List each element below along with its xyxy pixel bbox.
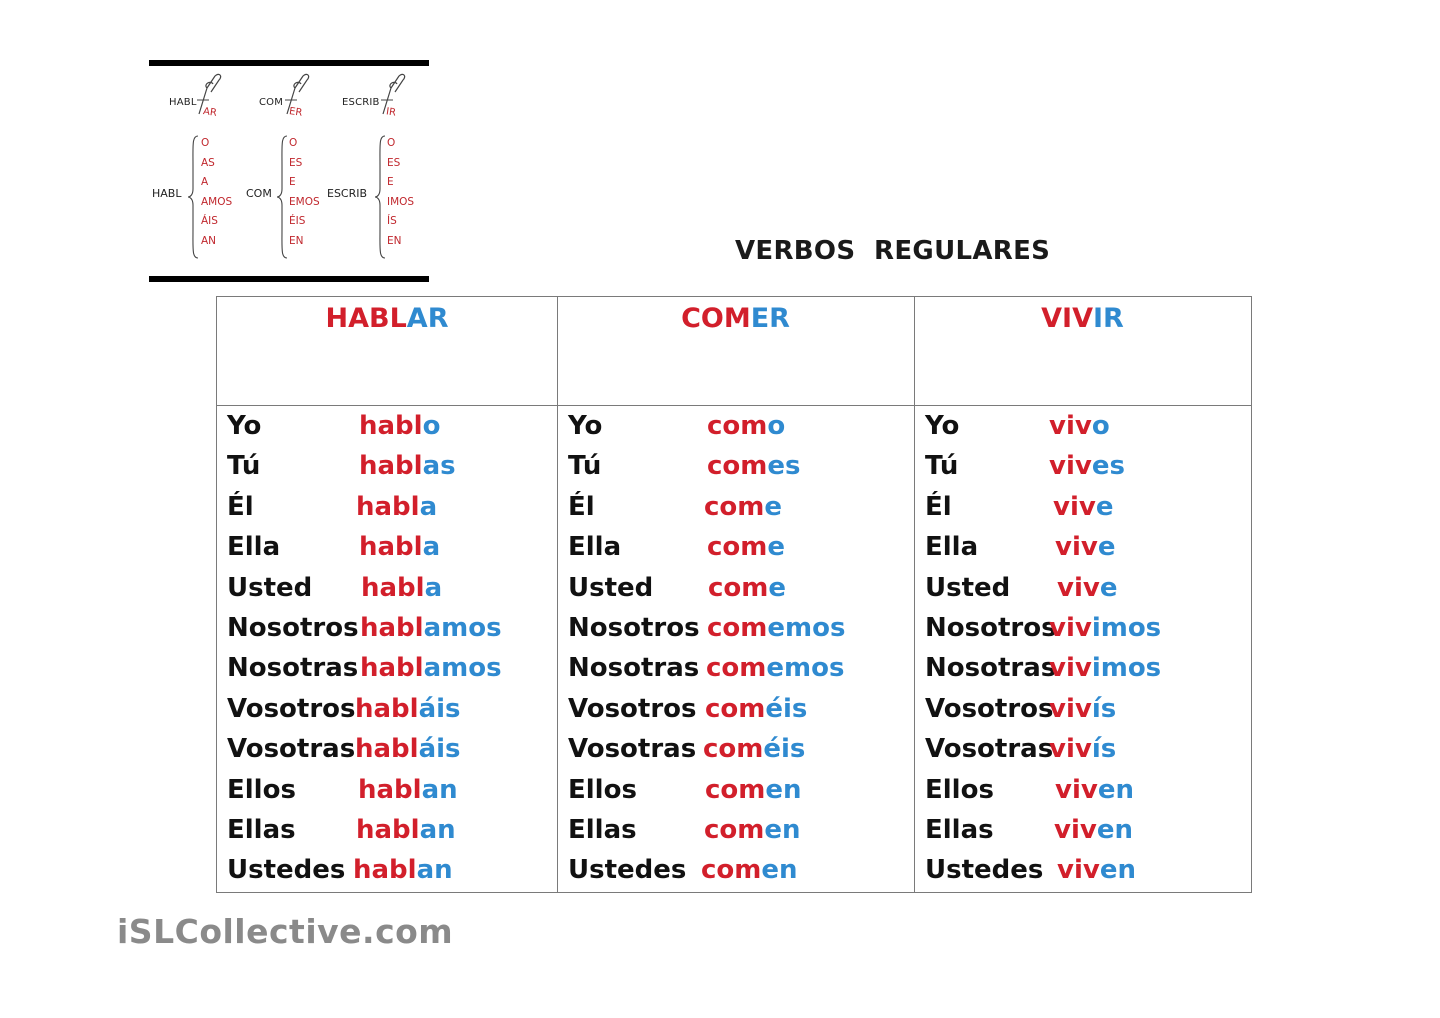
table-row: [227, 411, 547, 451]
pronoun: Nosotras: [925, 653, 1057, 684]
brace-icon: [276, 135, 288, 259]
header-stem: HABL: [325, 303, 407, 334]
table-row: [925, 492, 1245, 532]
pronoun: Vosotros: [227, 693, 356, 724]
pronoun: Ella: [568, 532, 622, 563]
verb-stem: habl: [355, 693, 419, 724]
diagram-group-stem: HABL: [152, 187, 182, 200]
pronoun: Nosotras: [227, 653, 359, 684]
diagram-bottom-rule: [149, 276, 429, 282]
table-row: [227, 492, 547, 532]
conjugated-verb: [358, 775, 458, 805]
verb-ending: e: [767, 532, 786, 563]
pronoun: Ellas: [227, 815, 296, 845]
diagram-ending: E: [289, 176, 296, 188]
verb-stem: viv: [1049, 653, 1092, 684]
conjugated-verb: [707, 411, 785, 441]
conjugated-verb: [361, 573, 442, 603]
verb-stem: com: [707, 613, 768, 643]
table-row: [568, 613, 888, 653]
table-row: [568, 492, 888, 532]
table-row: [925, 694, 1245, 734]
brace-icon: [374, 135, 386, 259]
verb-ending: e: [1099, 572, 1118, 603]
diagram-top-ending: ER: [288, 106, 303, 119]
verb-stem: com: [707, 532, 768, 563]
verb-stem: viv: [1049, 734, 1092, 765]
conjugated-verb: [1053, 492, 1113, 522]
header-stem: COM: [681, 303, 751, 334]
diagram-ending: O: [289, 137, 298, 149]
diagram-ending: IMOS: [387, 195, 415, 208]
pronoun: Vosotras: [925, 734, 1054, 765]
verb-stem: com: [704, 815, 765, 845]
diagram-ending: EMOS: [289, 195, 320, 208]
verb-stem: viv: [1057, 855, 1100, 886]
diagram-endings-list: [387, 134, 414, 251]
conjugated-verb: [360, 613, 502, 643]
table-row: [227, 573, 547, 613]
verb-stem: habl: [359, 451, 423, 482]
verb-ending: as: [422, 451, 456, 482]
conjugated-verb: [1049, 411, 1110, 441]
diagram-ending: ÁIS: [201, 215, 218, 227]
verb-ending: áis: [418, 693, 461, 724]
pronoun: Él: [227, 491, 254, 522]
conjugated-verb: [1049, 653, 1161, 683]
diagram-group-stem: ESCRIB: [327, 187, 368, 200]
column-header-vivir: [914, 303, 1251, 334]
conjugated-verb: [1054, 815, 1133, 845]
pronoun: Vosotras: [568, 734, 697, 765]
conjugated-verb: [355, 694, 461, 724]
diagram-endings-list: [289, 134, 320, 251]
pronoun: Tú: [227, 451, 261, 482]
table-row: [568, 451, 888, 491]
conjugated-verb: [704, 492, 782, 522]
pronoun: Ellos: [227, 774, 296, 805]
diagram-top-ending: AR: [202, 106, 218, 119]
verb-stem: viv: [1049, 411, 1092, 441]
verb-ending: imos: [1091, 613, 1162, 643]
verb-ending: o: [1091, 411, 1110, 441]
verb-stem: habl: [359, 411, 423, 441]
verb-ending: en: [761, 855, 798, 886]
pronoun: Él: [568, 491, 595, 522]
verb-stem: viv: [1057, 572, 1100, 603]
pronoun: Vosotras: [227, 734, 356, 765]
verb-stem: viv: [1054, 815, 1097, 845]
diagram-ending: O: [387, 137, 396, 149]
pronoun: Vosotros: [925, 693, 1054, 724]
verb-stem: viv: [1053, 491, 1096, 522]
verb-ending: emos: [767, 613, 846, 643]
conjugated-verb: [701, 855, 798, 885]
verb-ending: a: [419, 491, 438, 522]
verb-ending: an: [419, 815, 456, 845]
table-row: [925, 411, 1245, 451]
conjugated-verb: [707, 613, 845, 643]
verb-stem: com: [706, 653, 767, 684]
verb-ending: e: [768, 572, 787, 603]
table-row: [925, 815, 1245, 855]
table-row: [227, 775, 547, 815]
conjugated-verb: [356, 815, 456, 845]
conjugated-verb: [1049, 694, 1116, 724]
header-stem: VIV: [1041, 303, 1093, 334]
verb-ending: e: [1095, 491, 1114, 522]
conjugated-verb: [704, 815, 801, 845]
verb-stem: habl: [356, 491, 420, 522]
conjugated-verb: [1057, 573, 1117, 603]
diagram-ending: E: [387, 176, 394, 188]
verb-stem: habl: [356, 815, 420, 845]
diagram-ending: EN: [387, 234, 402, 247]
column-divider: [557, 297, 558, 892]
conjugated-verb: [359, 532, 440, 562]
header-ending: AR: [406, 303, 449, 334]
verb-ending: en: [1097, 774, 1134, 805]
table-row: [227, 613, 547, 653]
conjugated-verb: [1057, 855, 1136, 885]
diagram-ending: ÉIS: [289, 215, 306, 227]
pronoun: Usted: [227, 572, 313, 603]
conjugation-table: [216, 296, 1252, 893]
conjugated-verb: [360, 653, 502, 683]
conjugated-verb: [708, 573, 786, 603]
column-divider: [914, 297, 915, 892]
table-row: [227, 451, 547, 491]
verb-ending: ís: [1091, 693, 1117, 724]
verb-ending: en: [764, 815, 801, 845]
column-header-hablar: [217, 303, 557, 334]
table-row: [568, 775, 888, 815]
diagram-ending: ES: [289, 156, 303, 169]
conjugated-verb: [706, 653, 844, 683]
verb-stem: com: [701, 855, 762, 886]
verb-ending: ís: [1091, 734, 1117, 765]
conjugated-verb: [703, 734, 805, 764]
pronoun: Ellos: [568, 774, 637, 805]
table-row: [227, 815, 547, 855]
conjugated-verb: [1049, 613, 1161, 643]
pronoun: Vosotros: [568, 693, 697, 724]
pronoun: Ella: [227, 532, 281, 563]
diagram-top-stem: HABL: [169, 97, 197, 108]
verb-ending: o: [422, 411, 441, 441]
diagram-ending: AS: [201, 156, 215, 169]
conjugated-verb: [707, 532, 785, 562]
diagram-ending: ÍS: [387, 215, 397, 227]
diagram-top-stem: COM: [259, 97, 284, 108]
diagram-top-rule: [149, 60, 429, 66]
conjugated-verb: [705, 694, 807, 724]
pronoun: Ustedes: [925, 855, 1044, 886]
verb-stem: viv: [1049, 613, 1092, 643]
pronoun: Yo: [925, 411, 960, 441]
verb-ending: en: [765, 774, 802, 805]
verb-stem: com: [707, 411, 768, 441]
verb-ending: emos: [766, 653, 845, 684]
verb-ending: en: [1099, 855, 1136, 886]
table-row: [568, 653, 888, 693]
verb-stem: com: [703, 734, 764, 765]
table-row: [925, 855, 1245, 895]
pronoun: Ella: [925, 532, 979, 563]
watermark: iSLCollective.com: [117, 912, 454, 951]
diagram-endings-list: [201, 134, 232, 251]
verb-ending: an: [421, 774, 458, 805]
conjugated-verb: [707, 451, 800, 481]
conjugated-verb: [1049, 451, 1125, 481]
table-row: [925, 532, 1245, 572]
header-ending: ER: [750, 303, 790, 334]
conjugated-verb: [356, 492, 437, 522]
table-row: [925, 734, 1245, 774]
verb-ending: es: [1091, 451, 1125, 482]
table-row: [227, 653, 547, 693]
verb-ending: amos: [423, 613, 502, 643]
pronoun: Yo: [227, 411, 262, 441]
verb-stem: habl: [359, 532, 423, 563]
diagram-ending: ES: [387, 156, 401, 169]
verb-ending: éis: [763, 734, 806, 765]
table-row: [227, 694, 547, 734]
pronoun: Usted: [568, 572, 654, 603]
table-row: [568, 815, 888, 855]
verb-stem: viv: [1055, 774, 1098, 805]
conjugated-verb: [355, 734, 461, 764]
diagram-group-stem: COM: [246, 187, 272, 200]
conjugated-verb: [353, 855, 453, 885]
table-row: [227, 532, 547, 572]
header-divider: [217, 405, 1251, 406]
diagram-ending: A: [201, 176, 209, 188]
verb-ending: éis: [765, 693, 808, 724]
conjugated-verb: [705, 775, 802, 805]
pronoun: Yo: [568, 411, 603, 441]
verb-ending: en: [1096, 815, 1133, 845]
verb-stem: viv: [1055, 532, 1098, 563]
conjugated-verb: [359, 451, 456, 481]
column-header-comer: [557, 303, 914, 334]
verb-ending: e: [764, 491, 783, 522]
conjugated-verb: [359, 411, 440, 441]
pronoun: Usted: [925, 572, 1011, 603]
pronoun: Ustedes: [227, 855, 346, 886]
verb-stem: habl: [353, 855, 417, 886]
pronoun: Nosotros: [925, 613, 1057, 643]
verb-ending: an: [416, 855, 453, 886]
conjugated-verb: [1055, 775, 1134, 805]
verb-ending: es: [767, 451, 801, 482]
table-row: [227, 734, 547, 774]
table-row: [925, 573, 1245, 613]
brace-icon: [187, 135, 199, 259]
pronoun: Tú: [925, 451, 959, 482]
verb-stem: habl: [355, 734, 419, 765]
verb-stem: com: [705, 774, 766, 805]
diagram-ending: AMOS: [201, 195, 233, 208]
table-row: [925, 613, 1245, 653]
table-row: [568, 734, 888, 774]
pronoun: Ellas: [568, 815, 637, 845]
verb-ending: a: [422, 532, 441, 563]
pronoun: Él: [925, 491, 952, 522]
table-row: [568, 573, 888, 613]
pronoun: Nosotros: [568, 613, 700, 643]
pronoun: Tú: [568, 451, 602, 482]
table-row: [227, 855, 547, 895]
verb-stem: habl: [358, 774, 422, 805]
table-row: [568, 532, 888, 572]
verb-ending: e: [1097, 532, 1116, 563]
pronoun: Nosotras: [568, 653, 700, 684]
verb-ending: áis: [418, 734, 461, 765]
table-row: [925, 775, 1245, 815]
table-row: [925, 451, 1245, 491]
verb-stem: habl: [360, 613, 424, 643]
verb-stem: habl: [360, 653, 424, 684]
conjugated-verb: [1049, 734, 1116, 764]
pronoun: Ustedes: [568, 855, 687, 886]
page-title: VERBOS REGULARES: [735, 236, 1051, 266]
verb-ending: o: [767, 411, 786, 441]
conjugated-verb: [1055, 532, 1115, 562]
diagram-ending: EN: [289, 234, 304, 247]
diagram-ending: AN: [201, 234, 217, 247]
verb-stem: com: [705, 693, 766, 724]
verb-ending: imos: [1091, 653, 1162, 684]
table-row: [568, 855, 888, 895]
pronoun: Nosotros: [227, 613, 359, 643]
table-row: [568, 694, 888, 734]
verb-stem: com: [707, 451, 768, 482]
verb-ending: a: [424, 572, 443, 603]
table-row: [925, 653, 1245, 693]
verb-stem: com: [704, 491, 765, 522]
verb-stem: viv: [1049, 693, 1092, 724]
verb-stem: viv: [1049, 451, 1092, 482]
pronoun: Ellos: [925, 774, 994, 805]
diagram-top-stem: ESCRIB: [342, 97, 380, 108]
table-row: [568, 411, 888, 451]
header-ending: IR: [1093, 303, 1124, 334]
verb-stem: com: [708, 572, 769, 603]
diagram-ending: O: [201, 137, 210, 149]
conjugation-diagram: [149, 60, 429, 286]
pronoun: Ellas: [925, 815, 994, 845]
diagram-top-ending: IR: [385, 106, 397, 119]
verb-stem: habl: [361, 572, 425, 603]
verb-ending: amos: [423, 653, 502, 684]
